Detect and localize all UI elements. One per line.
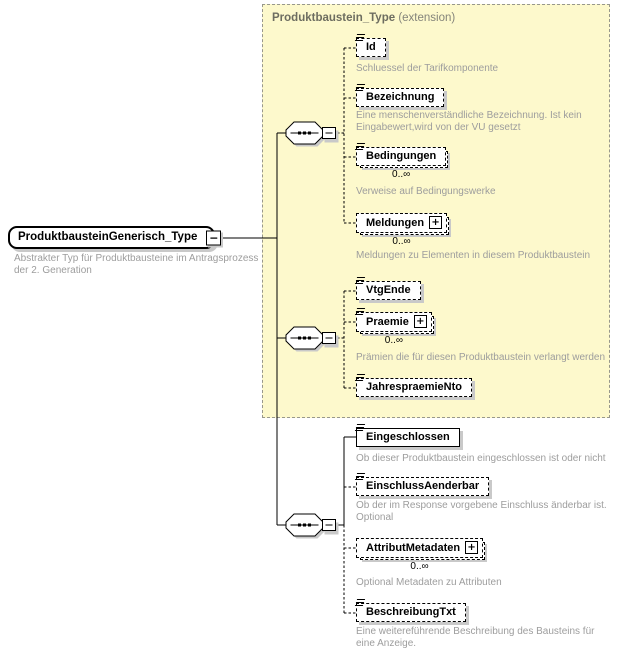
element-beschreibungtxt[interactable] (356, 603, 466, 622)
root-annotation: Abstrakter Typ für Produktbausteine im Antragsprozess der 2. Generation (14, 253, 259, 276)
text-content-icon (355, 374, 365, 381)
element-label: Id (366, 41, 376, 53)
element-label: Bezeichnung (366, 91, 435, 103)
element-label: Eingeschlossen (366, 431, 450, 443)
sequence-compositor-3[interactable] (286, 514, 339, 539)
element-eingeschlossen[interactable] (356, 428, 460, 447)
sequence-compositor-1[interactable] (286, 122, 339, 147)
text-content-icon (355, 34, 365, 41)
element-annotation: Ob der im Response vorgebene Einschluss änderbar ist. Optional (356, 500, 607, 523)
text-content-icon (355, 599, 365, 606)
element-label: EinschlussAenderbar (366, 480, 480, 492)
element-label: Praemie (366, 315, 409, 328)
element-praemie[interactable] (356, 312, 432, 346)
element-bezeichnung[interactable] (356, 88, 444, 107)
root-type[interactable] (8, 226, 219, 249)
element-annotation: Meldungen zu Elementen in diesem Produktbaustein (356, 250, 591, 261)
extension-suffix: (extension) (398, 12, 456, 24)
element-annotation: Ob dieser Produktbaustein eingeschlossen ist oder nicht (356, 453, 606, 464)
element-attributmetadaten[interactable] (356, 538, 483, 572)
text-content-icon (355, 424, 365, 431)
expand-icon[interactable]: + (465, 541, 478, 554)
element-annotation: Optional Metadaten zu Attributen (356, 577, 502, 588)
collapse-icon[interactable]: − (206, 230, 221, 245)
element-label: Bedingungen (366, 150, 437, 162)
expand-icon[interactable]: + (414, 315, 427, 328)
element-bedingungen[interactable] (356, 147, 446, 180)
text-content-icon (355, 277, 365, 284)
dashed-connectors (337, 48, 356, 613)
sequence-compositor-2[interactable] (286, 327, 339, 352)
occurrence-label: 0..∞ (392, 169, 411, 180)
solid-connectors (196, 133, 356, 525)
element-annotation: Verweise auf Bedingungswerke (356, 186, 496, 197)
element-annotation: Prämien die für diesen Produktbaustein verlangt werden (356, 352, 606, 363)
expand-icon[interactable]: + (429, 216, 442, 229)
element-label: Meldungen (366, 216, 425, 229)
element-jahrespraemiento[interactable] (356, 378, 472, 397)
occurrence-label: 0..∞ (410, 561, 429, 572)
element-einschlussaenderbar[interactable] (356, 477, 489, 496)
element-label: AttributMetadaten (366, 541, 461, 554)
element-meldungen[interactable] (356, 213, 447, 247)
text-content-icon (355, 143, 365, 150)
text-content-icon (355, 308, 365, 315)
root-type-box[interactable] (8, 226, 219, 249)
element-annotation: Schluessel der Tarifkomponente (356, 63, 499, 74)
text-content-icon (355, 84, 365, 91)
root-type-label: ProduktbausteinGenerisch_Type (18, 231, 198, 243)
element-id[interactable] (356, 38, 386, 57)
element-label: BeschreibungTxt (366, 606, 456, 618)
occurrence-label: 0..∞ (392, 236, 411, 247)
occurrence-label: 0..∞ (384, 335, 404, 346)
extension-base-type-name: Produktbaustein_Type (272, 12, 396, 24)
element-vtgende[interactable] (356, 281, 421, 300)
element-label: VtgEnde (366, 284, 411, 296)
element-annotation: Eine weitereführende Beschreibung des Bausteins für eine Anzeige. (356, 626, 595, 649)
text-content-icon (355, 473, 365, 480)
element-label: JahrespraemieNto (366, 381, 462, 393)
element-annotation: Eine menschenverständliche Bezeichnung. Ist kein Eingabewert,wird von der VU gesetzt (356, 110, 582, 133)
